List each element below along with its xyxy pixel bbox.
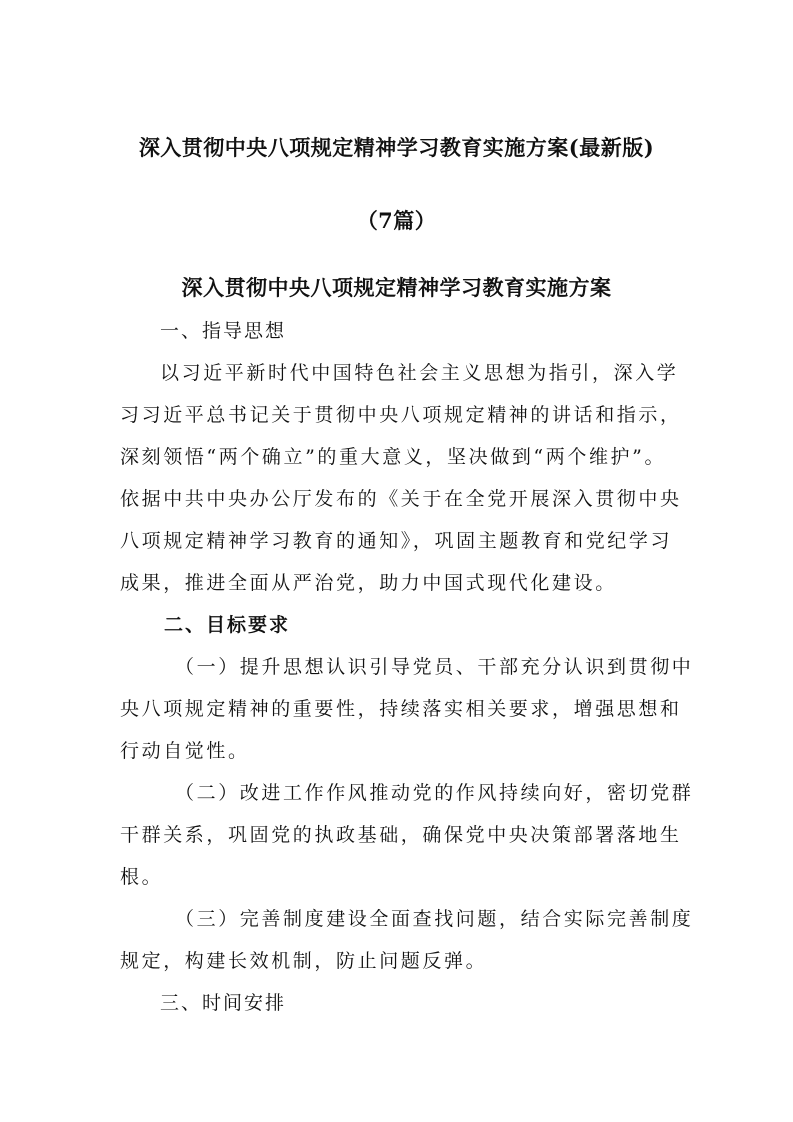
paragraph-line: 规定，构建长效机制，防止问题反弹。 (120, 950, 488, 972)
paragraph-line: 根。 (120, 866, 164, 888)
paragraph-line: 成果，推进全面从严治党，助力中国式现代化建设。 (120, 572, 617, 594)
paragraph-line: 八项规定精神学习教育的通知》，巩固主题教育和党纪学习 (120, 530, 673, 552)
paragraph-line: （一）提升思想认识引导党员、干部充分认识到贯彻中 (175, 656, 694, 678)
section-heading-guiding-thought: 一、指导思想 (160, 320, 287, 342)
document-title-count: （7篇） (356, 208, 437, 233)
paragraph-line: 习习近平总书记关于贯彻中央八项规定精神的讲话和指示， (120, 404, 682, 426)
paragraph-line: 深刻领悟“两个确立”的重大意义，坚决做到“两个维护”。 (120, 446, 667, 468)
section-heading-schedule: 三、时间安排 (160, 992, 287, 1014)
document-subtitle: 深入贯彻中央八项规定精神学习教育实施方案 (181, 275, 612, 300)
paragraph-line: （三）完善制度建设全面查找问题，结合实际完善制度 (175, 908, 694, 930)
paragraph-line: 行动自觉性。 (120, 740, 250, 762)
paragraph-line: 以习近平新时代中国特色社会主义思想为指引，深入学 (160, 362, 679, 384)
paragraph-line: 干群关系，巩固党的执政基础，确保党中央决策部署落地生 (120, 824, 682, 846)
document-title: 深入贯彻中央八项规定精神学习教育实施方案(最新版) (138, 135, 655, 160)
paragraph-line: 依据中共中央办公厅发布的《关于在全党开展深入贯彻中央 (120, 488, 682, 510)
section-heading-goals: 二、目标要求 (164, 614, 291, 636)
paragraph-line: （二）改进工作作风推动党的作风持续向好，密切党群 (175, 782, 694, 804)
paragraph-line: 央八项规定精神的重要性，持续落实相关要求，增强思想和 (120, 698, 682, 720)
